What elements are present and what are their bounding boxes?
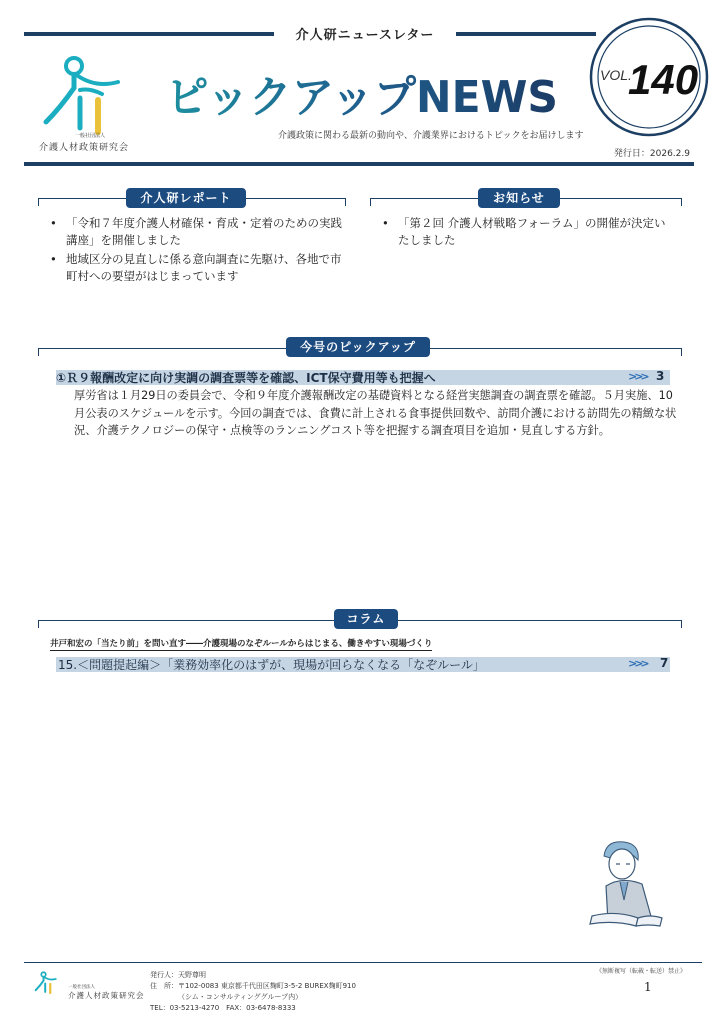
footer-address-2: （シム・コンサルティンググループ内） xyxy=(178,993,303,1001)
notice-item-1[interactable]: • 「第２回 介護人材戦略フォーラム」の開催が決定いたしました xyxy=(380,215,676,249)
pickup-arrows-icon: >>> xyxy=(628,370,647,383)
volume-seal xyxy=(588,16,710,138)
pickup-label: 今号のピックアップ xyxy=(286,337,430,357)
report-label: 介人研レポート xyxy=(126,188,246,208)
footer-contact: TEL：03-5213-4270 FAX：03-6478-8333 xyxy=(150,1004,296,1012)
report-list xyxy=(48,215,344,287)
column-arrows-icon: >>> xyxy=(628,657,647,670)
newsletter-name: 介人研ニュースレター xyxy=(295,28,435,43)
footer-rule xyxy=(24,962,702,963)
header-top-rule-left xyxy=(24,32,274,36)
org-small-label: 一般社団法人 xyxy=(74,133,105,139)
reading-person-illustration xyxy=(586,838,666,934)
pickup-title[interactable]: ①Ｒ９報酬改定に向け実調の調査票等を確認、ICT保守費用等も把握へ xyxy=(56,371,436,385)
org-name: 介護人材政策研究会 xyxy=(38,143,129,153)
footer-org-small: 一般社団法人 xyxy=(68,985,95,990)
column-page-number[interactable]: 7 xyxy=(660,656,669,670)
footer-address: 住 所：〒102-0083 東京都千代田区麹町3-5-2 BUREX麹町910 xyxy=(150,982,356,990)
notice-list xyxy=(380,215,676,251)
column-series-title: 井戸和宏の「当たり前」を問い直す――介護現場のなぞルールからはじまる、働きやすい現場づくり xyxy=(50,639,433,649)
column-title[interactable]: 15.＜問題提起編＞「業務効率化のはずが、現場が回らなくなる「なぞルール」 xyxy=(58,658,485,672)
footer-publisher: 発行人：天野尊明 xyxy=(150,971,206,979)
main-title-text: ピックアップNEWS xyxy=(166,72,558,123)
report-item-1[interactable]: • 「令和７年度介護人材確保・育成・定着のための実践講座」を開催しました xyxy=(48,215,344,249)
pickup-page-number[interactable]: 3 xyxy=(656,369,665,383)
issue-date: 発行日：2026.2.9 xyxy=(613,149,690,159)
header-top-rule-right xyxy=(456,32,596,36)
column-label: コラム xyxy=(334,609,398,629)
main-title xyxy=(166,66,566,126)
subtitle: 介護政策に関わる最新の動向や、介護業界におけるトピックをお届けします xyxy=(278,131,584,141)
footer-org-name: 介護人材政策研究会 xyxy=(68,991,145,1000)
header-bottom-rule xyxy=(24,162,694,166)
footer-logo xyxy=(34,968,62,1000)
notice-label: お知らせ xyxy=(478,188,560,208)
vol-number: 140 xyxy=(628,56,699,103)
pickup-body: 厚労省は１月29日の委員会で、令和９年度介護報酬改定の基礎資料となる経営実態調査の調査票を確認。５月実施、10月公表のスケジュールを示す。今回の調査では、食費に計上される食事提供回数や、訪問介護における訪問先の精緻な状況、介護テクノロジーの保守・点検等のランニングコスト等を把握する調査項目を追加・見直しする方針。 xyxy=(74,389,677,437)
report-item-2[interactable]: • 地域区分の見直しに係る意向調査に先駆け、各地で市町村への要望がはじまっています xyxy=(48,251,344,285)
vol-prefix: VOL. xyxy=(600,67,632,83)
footer-info xyxy=(150,970,356,1014)
page-number: 1 xyxy=(644,980,652,994)
copy-restriction-note: 《無断複写（転載・転送）禁止》 xyxy=(596,968,687,975)
